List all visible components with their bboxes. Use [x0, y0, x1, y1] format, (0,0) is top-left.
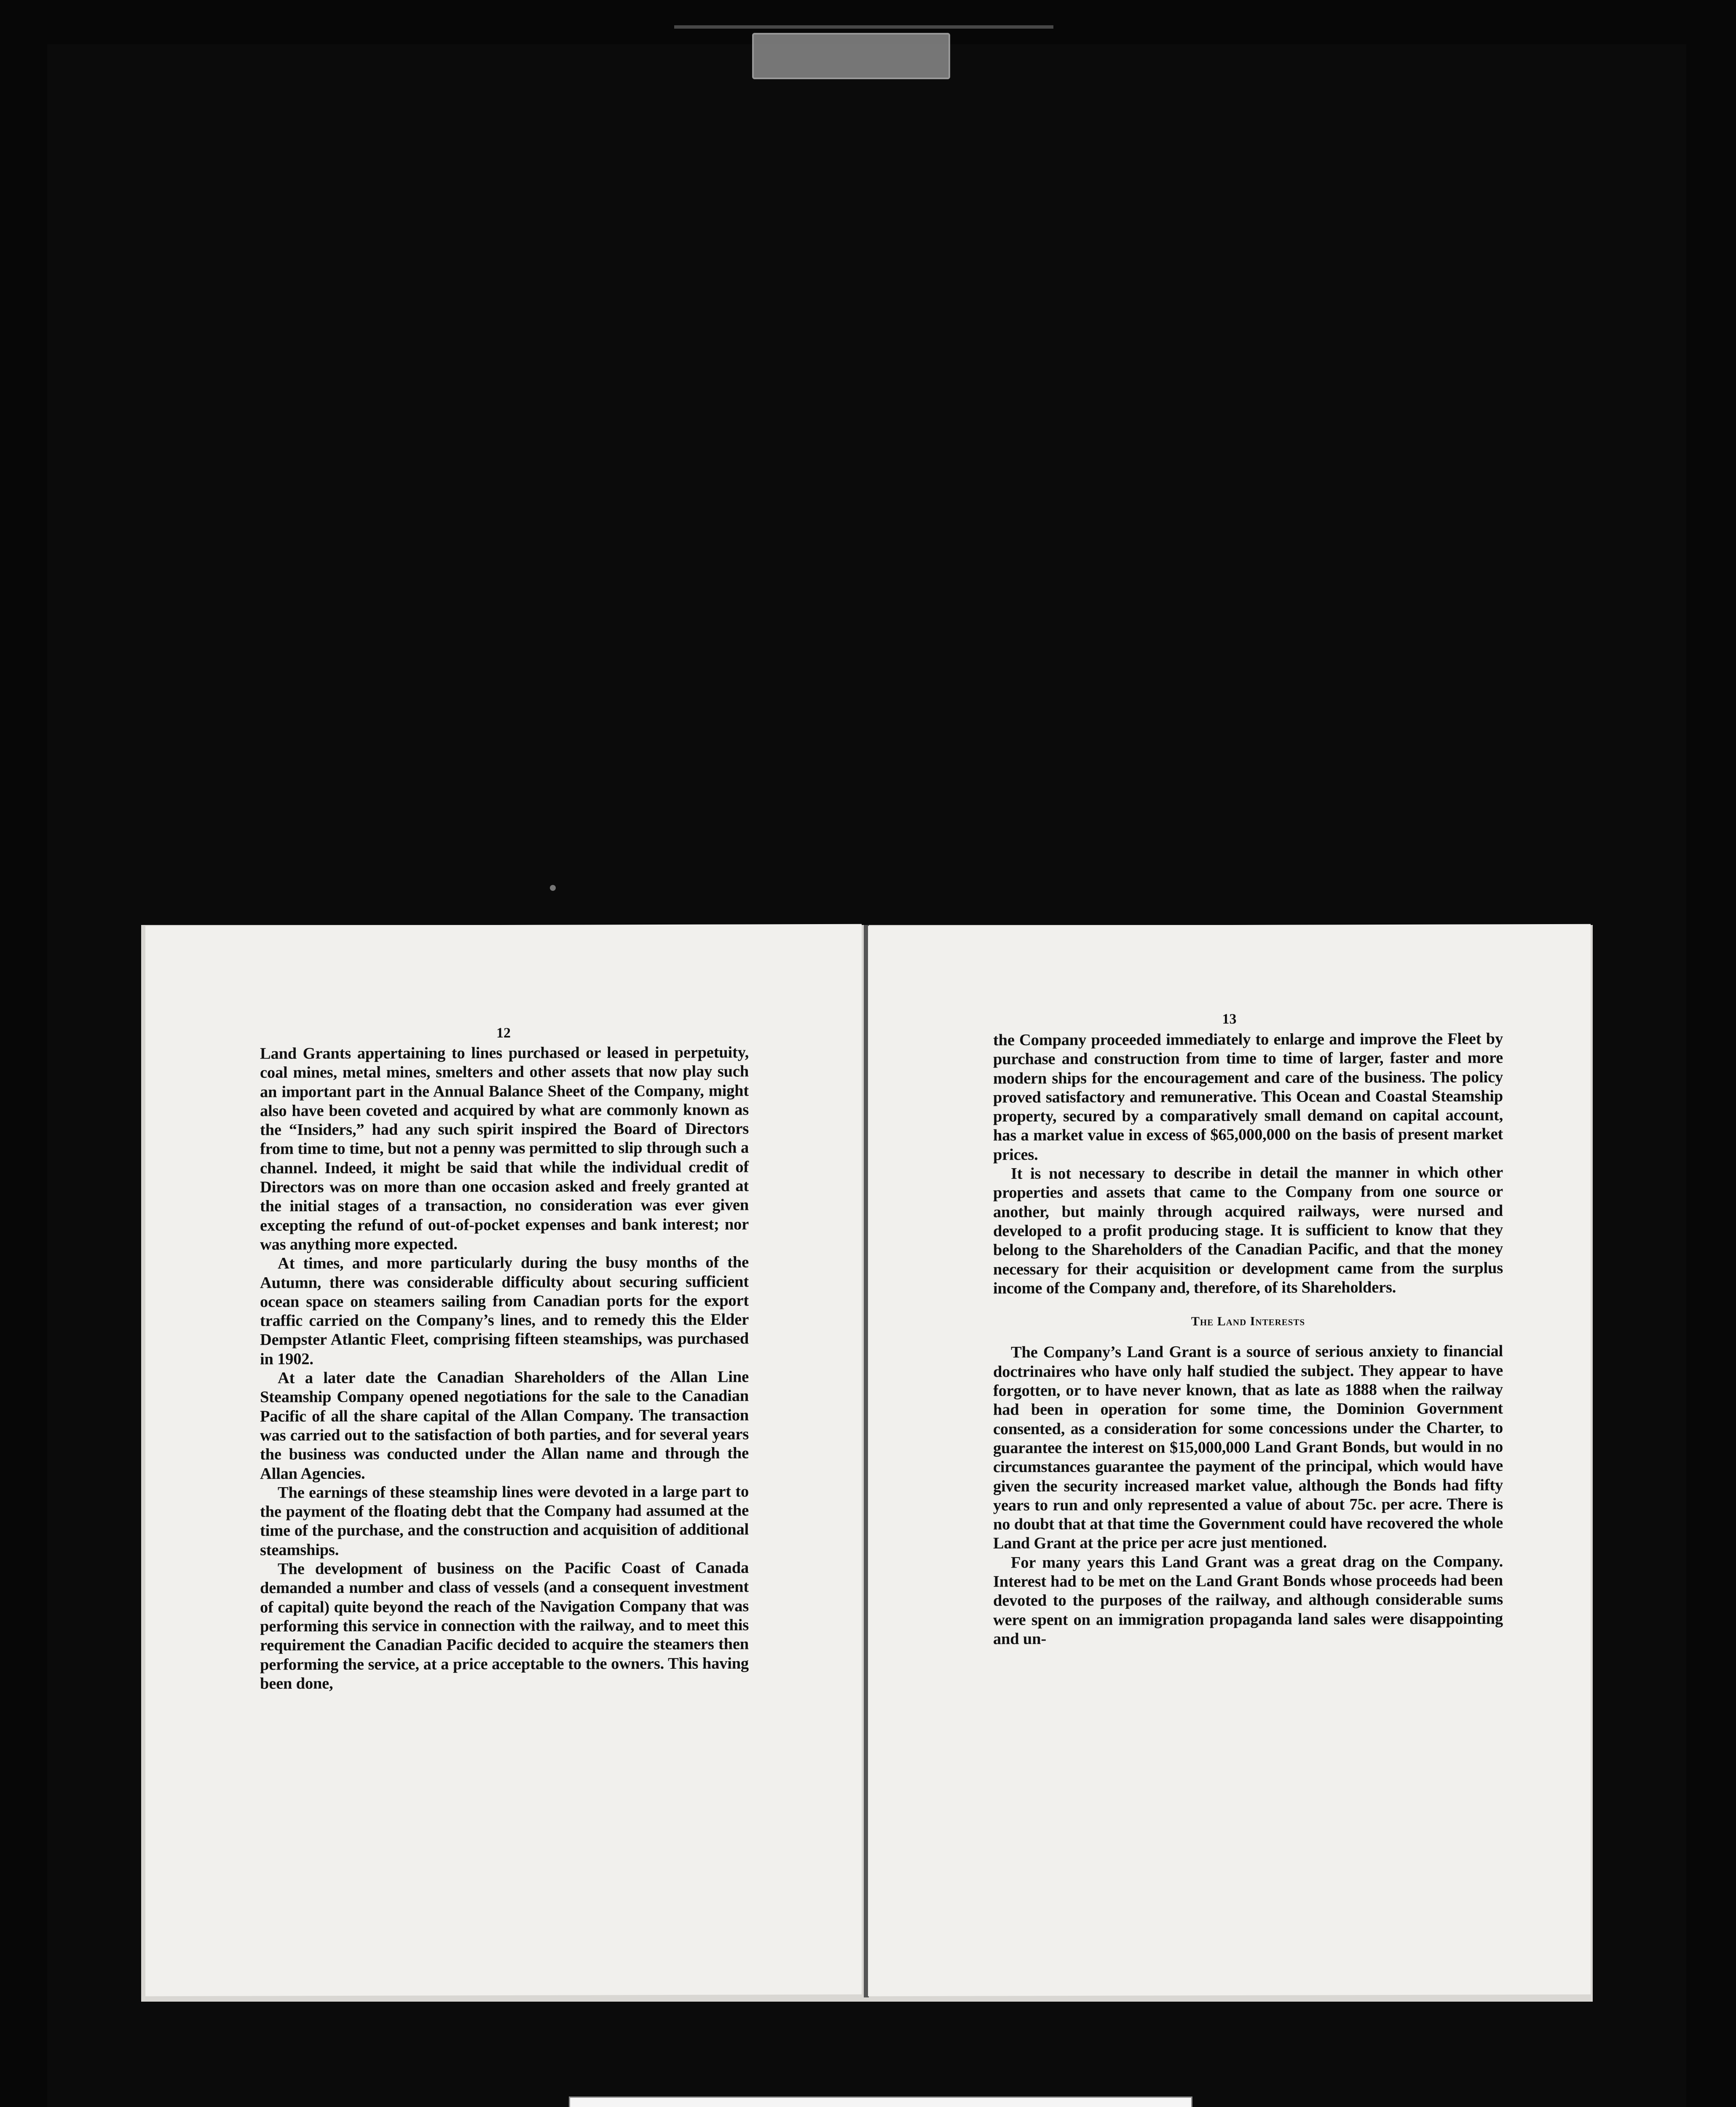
right-page — [868, 924, 1591, 1996]
reference-label — [569, 2096, 1192, 2107]
right-page-text — [993, 1029, 1503, 1649]
dust-speck — [550, 885, 556, 891]
left-page — [145, 924, 862, 1996]
section-heading: The Land Interests — [1191, 1314, 1305, 1329]
paragraph: At a later date the Canadian Shareholders of the Allan Line Steamship Company opened negotiations for the sale to the Canadian Pacific of all the share capital of the Allan Company. The transaction was carried out to the satisfaction of both parties, and for several years the business was conducted under the Allan name and through the Allan Agencies. — [260, 1368, 749, 1483]
paragraph: For many years this Land Grant was a great drag on the Company. Interest had to be met on the Land Grant Bonds whose proceeds had been devoted to the purposes of the railway, and although considerable sums were spent on an immigration propaganda land sales were disappointing and un- — [993, 1552, 1503, 1648]
paragraph: the Company proceeded immediately to enlarge and improve the Fleet by purchase and construction from time to time of larger, faster and more modern ships for the encouragement and care of the business. The policy proved satisfactory and remunerative. This Ocean and Coastal Steamship property, secured by a comparatively small demand on capital account, has a market value in excess of $65,000,000 on the basis of present market prices. — [993, 1030, 1503, 1164]
film-clip-tab — [752, 33, 950, 79]
paragraph: The earnings of these steamship lines were devoted in a large part to the payment of the floating debt that the Company had assumed at the time of the purchase, and the construction and acquisition of additional steamships. — [260, 1482, 749, 1559]
paragraph: It is not necessary to describe in detail the manner in which other properties and assets that came to the Company from one source or another, but mainly through acquired railways, were nursed and developed to a profit producing stage. It is sufficient to know that they belong to the Shareholders of the Canadian Pacific, and that the money necessary for their acquisition or development came from the surplus income of the Company and, therefore, of its Shareholders. — [993, 1163, 1503, 1297]
page-number-left: 12 — [496, 1025, 511, 1041]
paragraph: The development of business on the Pacific Coast of Canada demanded a number and class of vessels (and a consequent investment of capital) quite beyond the reach of the Navigation Company that was performing this service in connection with the railway, and to meet this requirement the Canadian Pacific decided to acquire the steamers then performing the service, at a price acceptable to the owners. This having been done, — [260, 1559, 749, 1693]
left-page-text — [260, 1043, 749, 1693]
paragraph: The Company’s Land Grant is a source of serious anxiety to financial doctrinaires who have only half studied the subject. They appear to have forgotten, or to have never known, that as late as 1888 when the railway had been in operation for some time, the Dominion Government consented, as a consideration for some concessions under the Charter, to guarantee the interest on $15,000,000 Land Grant Bonds, but would in no circumstances guarantee the payment of the principal, which would have given the security increased market value, although the Bonds had fifty years to run and only represented a value of about 75c. per acre. There is no doubt that at that time the Government could have recovered the whole Land Grant at the price per acre just mentioned. — [993, 1342, 1503, 1552]
page-number-right: 13 — [1222, 1011, 1237, 1027]
film-edge-mark — [674, 25, 1053, 29]
open-book — [141, 925, 1593, 2002]
paragraph: At times, and more particularly during the busy months of the Autumn, there was considerable difficulty about securing sufficient ocean space on steamers sailing from Canadian ports for the export traffic carried on the Company’s lines, and to remedy this the Elder Dempster Atlantic Fleet, comprising fifteen steamships, was purchased in 1902. — [260, 1253, 749, 1368]
paragraph: Land Grants appertaining to lines purchased or leased in perpetuity, coal mines, metal mines, smelters and other assets that now play such an important part in the Annual Balance Sheet of the Company, might also have been coveted and acquired by what are commonly known as the “Insiders,” had any such spirit inspired the Board of Directors from time to time, but not a penny was permitted to slip through such a channel. Indeed, it might be said that while the individual credit of Directors was on more than one occasion asked and freely granted at the initial stages of a transaction, no consideration was ever given excepting the refund of out-of-pocket expenses and bank interest; nor was anything more expected. — [260, 1043, 749, 1254]
